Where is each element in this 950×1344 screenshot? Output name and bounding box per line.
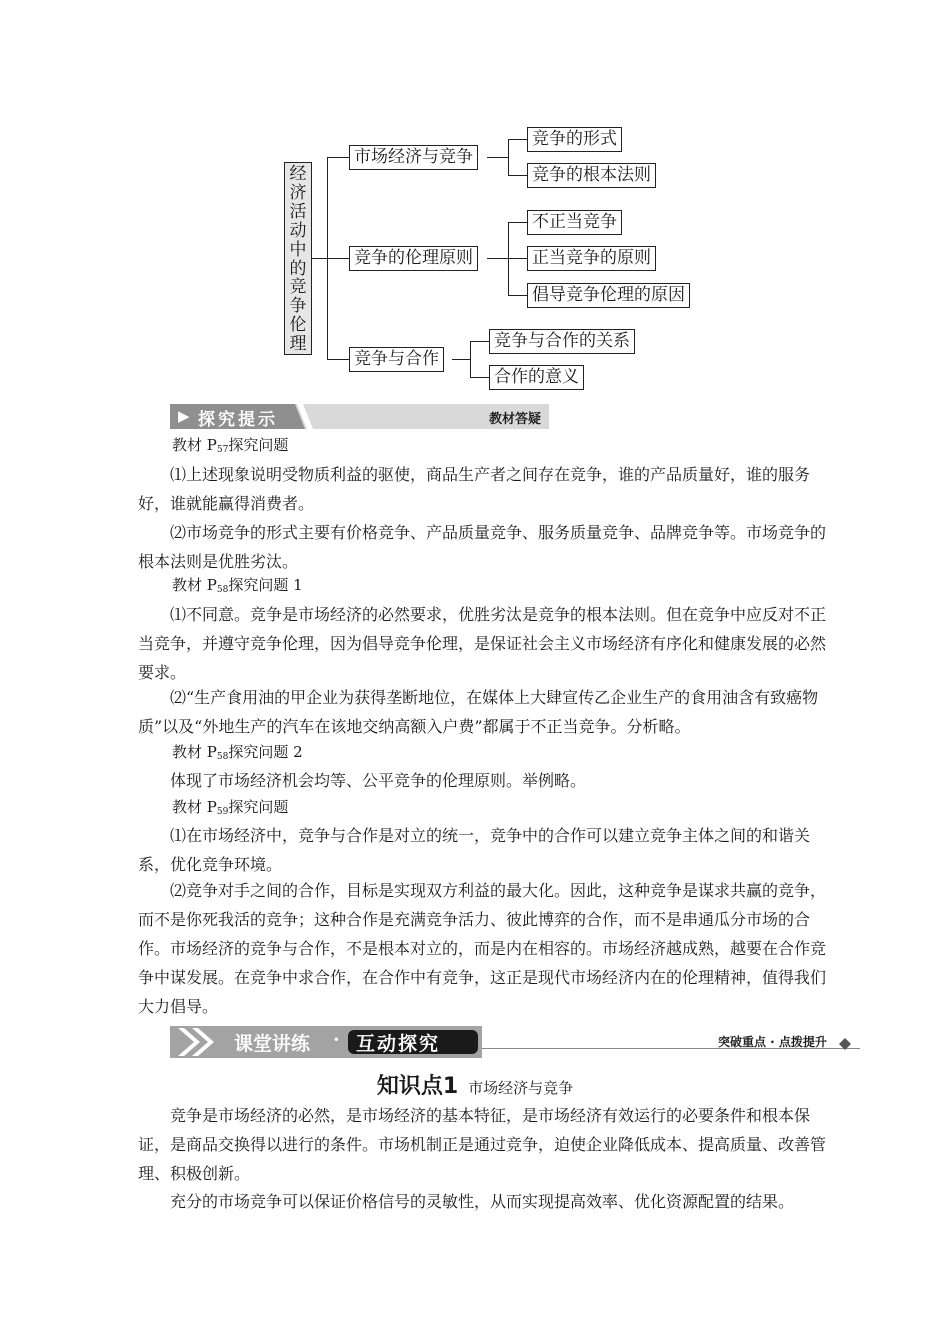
connector-line <box>508 139 509 176</box>
paragraph: ⑵竞争对手之间的合作，目标是实现双方利益的最大化。因此，这种竞争是谋求共赢的竞争，而不是你死我活的竞争；这种合作是充满竞争活力、彼此博弈的合作，而不是串通瓜分市场的合作。市场经济的竞争与合作，不是根本对立的，而是内在相容的。市场经济越成熟，越要在合作竞争中谋发展。在竞争中求合作，在合作中有竞争，这正是现代市场经济内在的伦理精神，值得我们大力倡导。 <box>138 881 827 1016</box>
root-char: 中 <box>289 239 307 260</box>
connector-line <box>470 341 471 378</box>
leaf-box: 不正当竞争 <box>527 210 622 235</box>
connector-line <box>487 157 509 158</box>
section-label: 教材 $P_{58}$探究问题 2 <box>172 743 303 762</box>
paragraph: 充分的市场竞争可以保证价格信号的灵敏性，从而实现提高效率、优化资源配置的结果。 <box>170 1192 795 1211</box>
connector-line <box>508 222 509 296</box>
branch-box: 竞争与合作 <box>349 347 444 372</box>
banner-middle-title: 互动探究 <box>356 1033 441 1055</box>
leaf-box: 竞争与合作的关系 <box>489 329 635 354</box>
connector-line <box>452 359 471 360</box>
paragraph: 体现了市场经济机会均等、公平竞争的伦理原则。举例略。 <box>170 771 587 790</box>
connector-line <box>508 175 527 176</box>
section-label: 教材 $P_{57}$探究问题 <box>172 436 289 455</box>
connector-line <box>470 377 489 378</box>
connector-line <box>327 258 349 259</box>
section-label: 教材 $P_{58}$探究问题 1 <box>172 576 303 595</box>
connector-line <box>508 258 527 259</box>
leaf-box: 正当竞争的原则 <box>527 246 656 271</box>
connector-line <box>312 258 328 259</box>
leaf-box: 竞争的根本法则 <box>527 163 656 188</box>
root-char: 理 <box>289 334 307 355</box>
root-char: 争 <box>289 296 307 317</box>
branch-box: 市场经济与竞争 <box>349 145 478 170</box>
root-char: 伦 <box>289 315 307 336</box>
knowledge-point-title: 知识点1 <box>376 1074 459 1099</box>
leaf-box: 倡导竞争伦理的原因 <box>527 283 690 308</box>
knowledge-point-heading <box>0 1069 950 1100</box>
connector-line <box>508 139 527 140</box>
paragraph: ⑴上述现象说明受物质利益的驱使，商品生产者之间存在竞争，谁的产品质量好，谁的服务好，谁就能赢得消费者。 <box>138 465 811 513</box>
connector-line <box>508 222 527 223</box>
paragraph: ⑴在市场经济中，竞争与合作是对立的统一，竞争中的合作可以建立竞争主体之间的和谐关系，优化竞争环境。 <box>138 826 811 874</box>
root-char: 动 <box>289 220 307 241</box>
branch-box: 竞争的伦理原则 <box>349 246 478 271</box>
root-char: 济 <box>289 182 307 203</box>
paragraph: 竞争是市场经济的必然，是市场经济的基本特征，是市场经济有效运行的必要条件和根本保证，是商品交换得以进行的条件。市场机制正是通过竞争，迫使企业降低成本、提高质量、改善管理、积极创新。 <box>138 1106 827 1183</box>
paragraph: ⑴不同意。竞争是市场经济的必然要求，优胜劣汰是竞争的根本法则。但在竞争中应反对不正当竞争，并遵守竞争伦理，因为倡导竞争伦理，是保证社会主义市场经济有序化和健康发展的必然要求。 <box>138 605 827 682</box>
root-char: 活 <box>289 201 307 222</box>
knowledge-point-subtitle: 市场经济与竞争 <box>468 1079 574 1097</box>
banner-right-text: 突破重点 · 点拨提升 <box>718 1035 827 1049</box>
root-char: 竞 <box>289 277 307 298</box>
paragraph: ⑵市场竞争的形式主要有价格竞争、产品质量竞争、服务质量竞争、品牌竞争等。市场竞争的根本法则是优胜劣汰。 <box>138 523 827 571</box>
explore-hint-banner <box>170 404 549 429</box>
mindmap-root <box>284 162 312 355</box>
banner-left-title: 课堂讲练 <box>234 1033 311 1055</box>
classroom-banner <box>170 1026 860 1058</box>
leaf-box: 竞争的形式 <box>527 127 622 152</box>
leaf-box: 合作的意义 <box>489 365 584 390</box>
connector-line <box>327 157 349 158</box>
connector-line <box>470 341 489 342</box>
paragraph: ⑵“生产食用油的甲企业为获得垄断地位，在媒体上大肆宣传乙企业生产的食用油含有致癌物质”以及“外地生产的汽车在该地交纳高额入户费”都属于不正当竞争。分析略。 <box>138 688 819 736</box>
root-char: 的 <box>289 258 307 279</box>
play-triangle-icon: ▶ <box>178 407 190 425</box>
connector-line <box>508 295 527 296</box>
connector-line <box>487 258 509 259</box>
banner-dot: · <box>333 1029 340 1051</box>
banner-title: 探究提示 <box>198 410 278 430</box>
section-label: 教材 $P_{59}$探究问题 <box>172 798 289 817</box>
connector-line <box>327 359 349 360</box>
banner-subtitle: 教材答疑 <box>488 412 541 427</box>
root-char: 经 <box>289 164 307 184</box>
